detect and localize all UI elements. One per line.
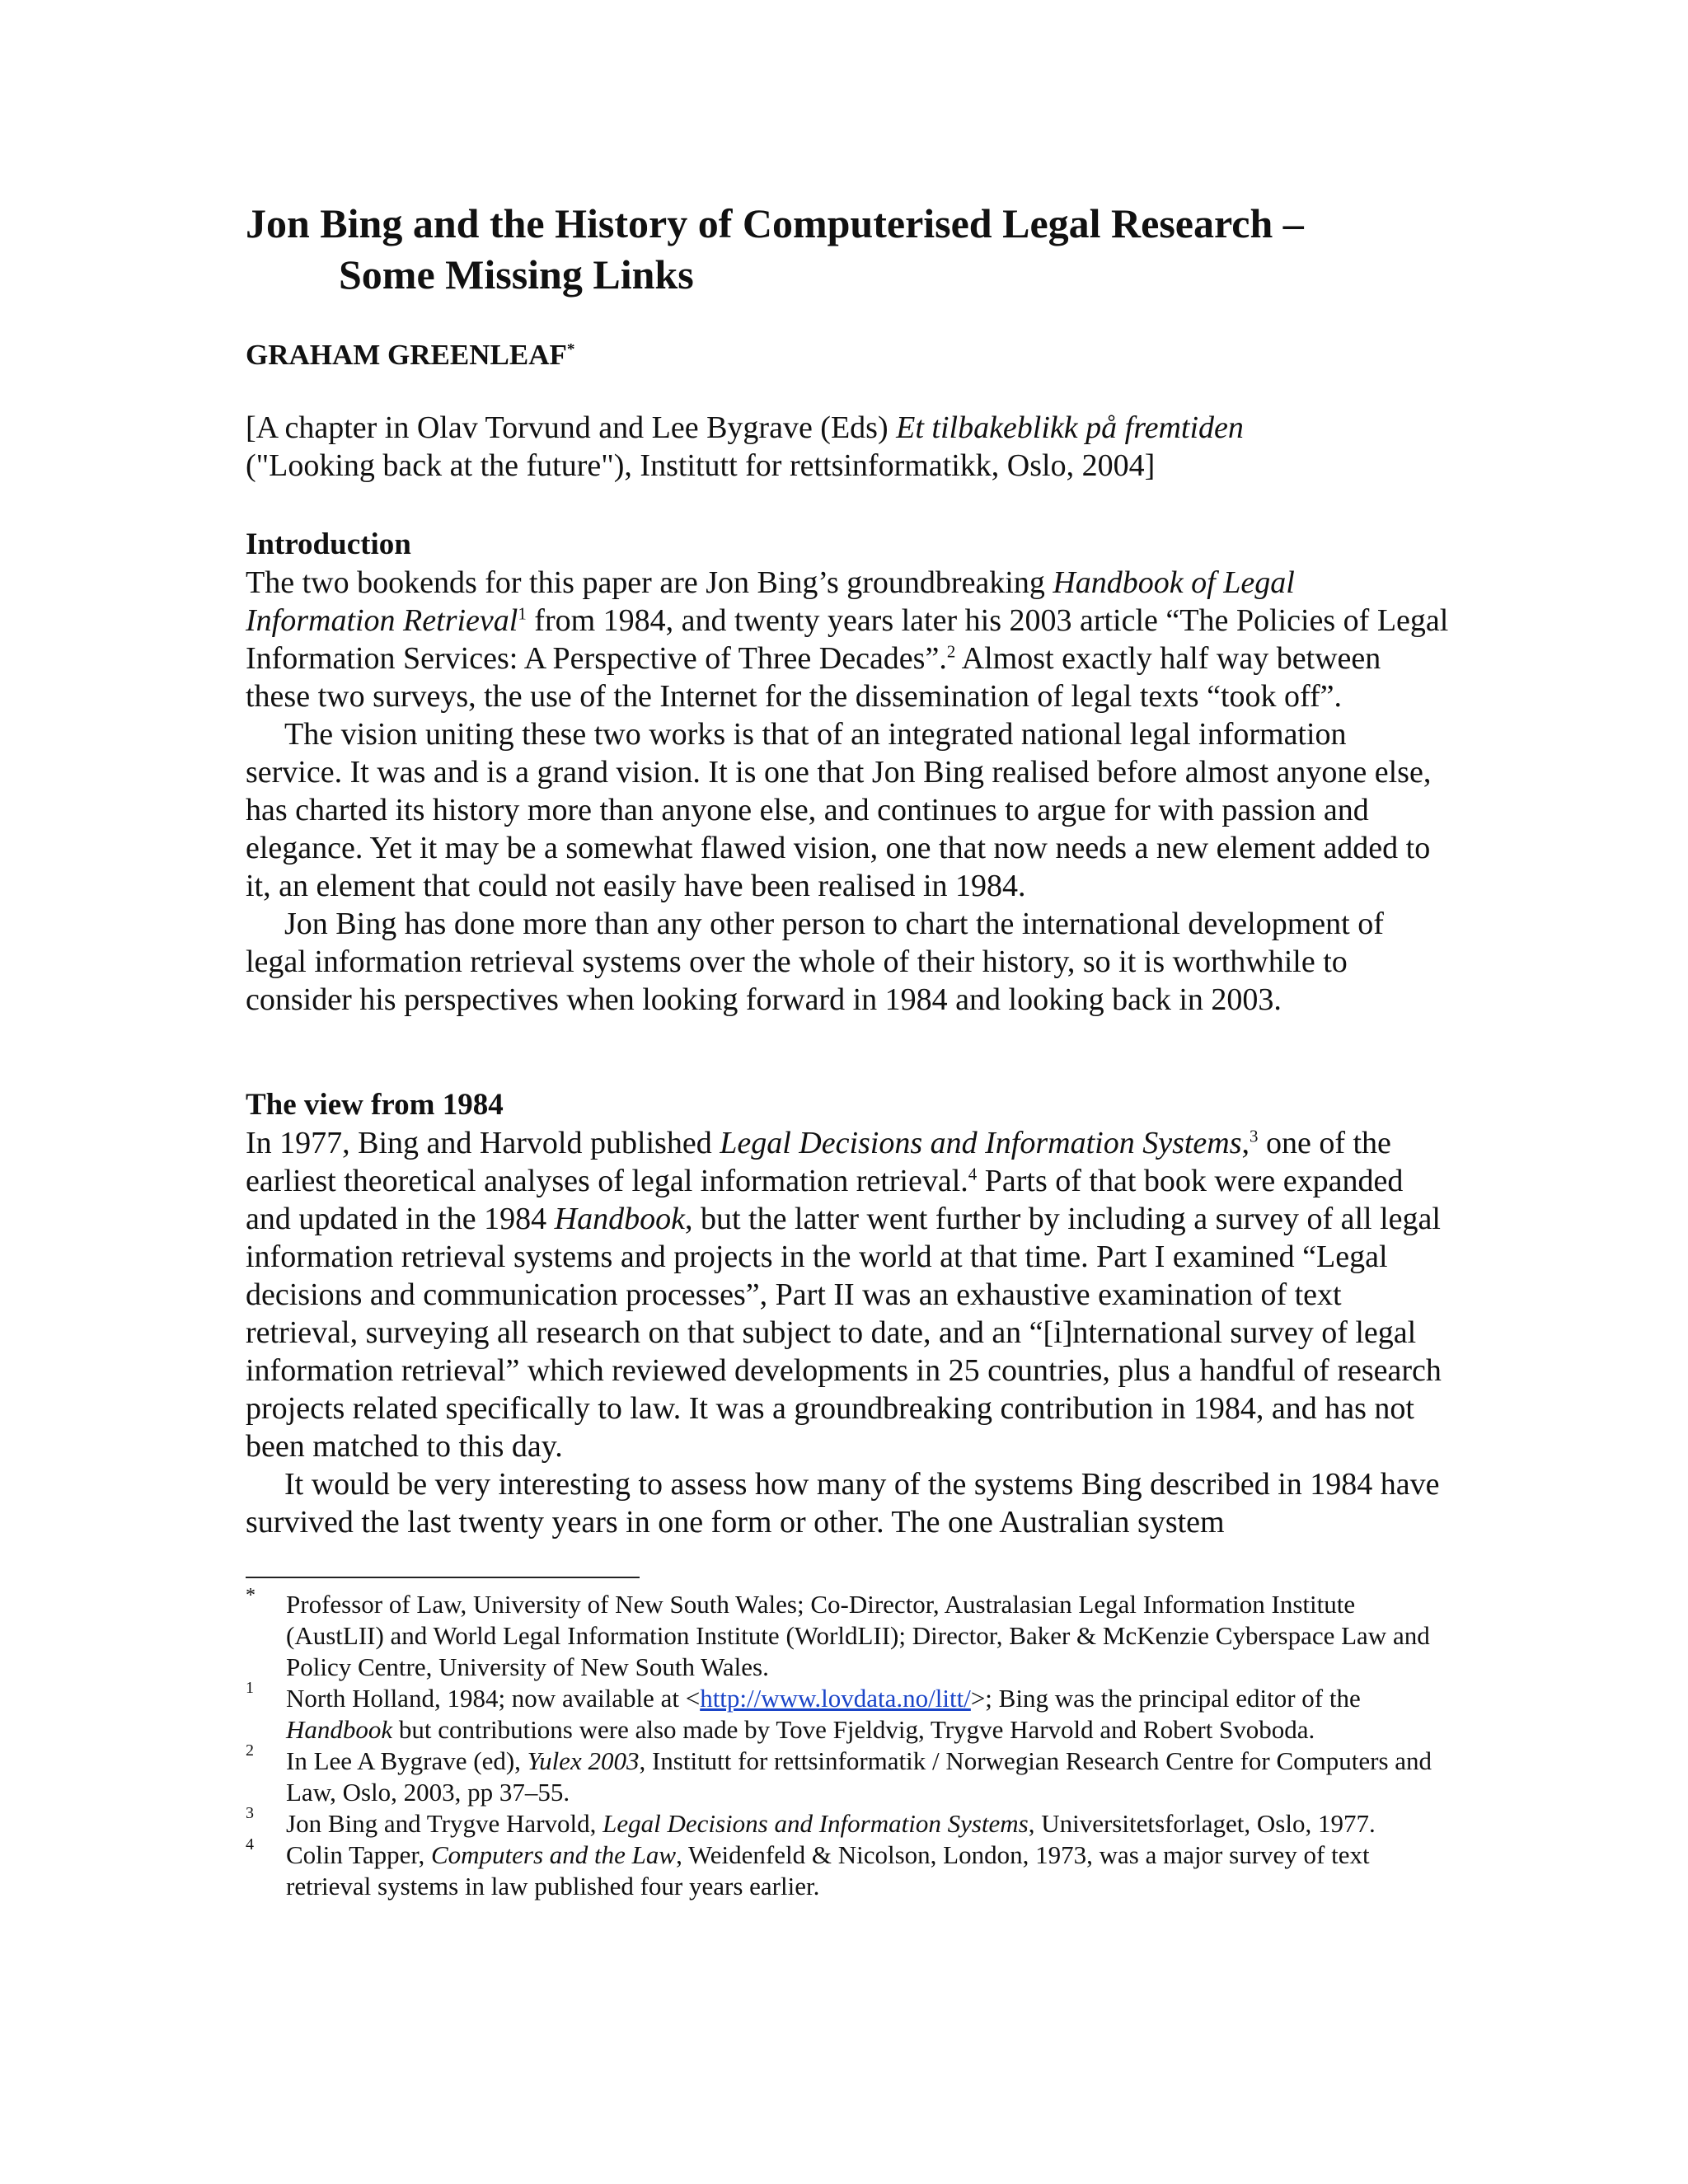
footnote-mark: 1 xyxy=(246,1679,254,1697)
footnote-mark: 4 xyxy=(246,1835,254,1854)
text: The two bookends for this paper are Jon Bing’s groundbreaking xyxy=(246,565,1053,600)
footnote-mark: 2 xyxy=(246,1741,254,1760)
chapter-note-line-2: ("Looking back at the future"), Institutt for rettsinformatikk, Oslo, 2004] xyxy=(246,448,1156,483)
page-title xyxy=(246,198,1449,300)
footnote-text: Jon Bing and Trygve Harvold, xyxy=(286,1809,603,1838)
italic-title: Handbook xyxy=(286,1715,393,1744)
footnote-text: , Weidenfeld & Nicolson, London, 1973, was a major survey of text retrieval systems in law published four years earlier. xyxy=(286,1840,1370,1900)
footnote-text: >; Bing was the principal editor of the xyxy=(970,1684,1361,1713)
paragraph: Jon Bing has done more than any other person to chart the international development of legal information retrieval systems over the whole of their history, so it is worthwhile to consider his perspectives when looking forward in 1984 and looking back in 2003. xyxy=(246,907,1384,1017)
footnote-2 xyxy=(246,1741,1449,1808)
text: , but the latter went further by including a survey of all legal information retrieval systems and projects in the world at that time. Part I examined “Legal decisions and communication processes”, Part II was an exhaustive examination of text retrieval, surveying all research on that subject to date, and an “[i]nternational survey of legal information retrieval” which reviewed developments in 25 countries, plus a handful of research projects related specifically to law. It was a groundbreaking contribution in 1984, and has not been matched to this day. xyxy=(246,1202,1442,1464)
footnote-text: Professor of Law, University of New South Wales; Co-Director, Australasian Legal Information Institute (AustLII) and World Legal Information Institute (WorldLII); Director, Baker & McKenzie Cyberspace Law and Policy Centre, University of New South Wales. xyxy=(286,1590,1430,1681)
introduction-section xyxy=(246,526,1449,1019)
text: one of the earliest theoretical analyses of legal information retrieval. xyxy=(246,1126,1391,1198)
view-1984-section xyxy=(246,1086,1449,1541)
author-footnote-mark: * xyxy=(566,340,575,359)
footnote-text: North Holland, 1984; now available at < xyxy=(286,1684,701,1713)
footnote-text: but contributions were also made by Tove Fjeldvig, Trygve Harvold and Robert Svoboda. xyxy=(392,1715,1315,1744)
text: from 1984, and twenty years later his 2003 article “The Policies of Legal Information Services: A Perspective of Three Decades”. xyxy=(246,603,1449,676)
section-heading-view-1984: The view from 1984 xyxy=(246,1088,504,1122)
chapter-note-text: [A chapter in Olav Torvund and Lee Bygrave (Eds) xyxy=(246,410,897,445)
title-line-1: Jon Bing and the History of Computerised Legal Research – xyxy=(246,200,1304,246)
footnote-mark: * xyxy=(246,1585,256,1606)
italic-title: Computers and the Law xyxy=(430,1840,677,1869)
footnote-ref-4: 4 xyxy=(968,1164,978,1184)
text: Almost exactly half way between these two surveys, the use of the Internet for the dissemination of legal texts “took off”. xyxy=(246,641,1381,714)
chapter-note xyxy=(246,409,1449,485)
footnote-text: , Universitetsforlaget, Oslo, 1977. xyxy=(1028,1809,1376,1838)
footnote-ref-2: 2 xyxy=(946,641,956,662)
footnote-ref-1: 1 xyxy=(518,603,527,624)
footnote-star xyxy=(246,1585,1449,1683)
italic-title: Yulex 2003 xyxy=(527,1746,640,1775)
paragraph: It would be very interesting to assess how many of the systems Bing described in 1984 have survived the last twenty years in one form or other. The one Australian system xyxy=(246,1467,1440,1540)
footnote-divider xyxy=(246,1577,640,1578)
footnote-text: , Institutt for rettsinformatik / Norwegian Research Centre for Computers and Law, Oslo, 2003, pp 37–55. xyxy=(286,1746,1432,1807)
footnote-text: In Lee A Bygrave (ed), xyxy=(286,1746,528,1775)
italic-title: Legal Decisions and Information Systems xyxy=(603,1809,1029,1838)
author-line xyxy=(246,335,1449,375)
footnote-1 xyxy=(246,1679,1449,1746)
chapter-book-title: Et tilbakeblikk på fremtiden xyxy=(896,410,1244,445)
lovdata-link[interactable]: http://www.lovdata.no/litt/ xyxy=(700,1684,971,1713)
italic-title: Handbook xyxy=(554,1202,685,1236)
paragraph xyxy=(246,1124,1449,1465)
text: In 1977, Bing and Harvold published xyxy=(246,1126,720,1160)
footnotes xyxy=(246,1585,1449,1902)
italic-title: Legal Decisions and Information Systems xyxy=(720,1126,1242,1160)
section-heading-introduction: Introduction xyxy=(246,527,411,561)
title-line-2: Some Missing Links xyxy=(339,251,694,298)
italic-title: Handbook of Legal Information Retrieval xyxy=(246,565,1295,638)
footnote-ref-3: 3 xyxy=(1250,1126,1259,1146)
footnote-mark: 3 xyxy=(246,1804,254,1822)
text: Parts of that book were expanded and updated in the 1984 xyxy=(246,1164,1404,1236)
paragraph xyxy=(246,564,1449,715)
footnote-3 xyxy=(246,1804,1449,1840)
text: , xyxy=(1241,1126,1250,1160)
footnote-4 xyxy=(246,1835,1449,1902)
footnote-text: Colin Tapper, xyxy=(286,1840,431,1869)
paragraph: The vision uniting these two works is that of an integrated national legal information service. It was and is a grand vision. It is one that Jon Bing realised before almost anyone else, has charted its history more than anyone else, and continues to argue for with passion and elegance. Yet it may be a somewhat flawed vision, one that now needs a new element added to it, an element that could not easily have been realised in 1984. xyxy=(246,717,1432,903)
author-name: GRAHAM GREENLEAF xyxy=(246,339,567,371)
